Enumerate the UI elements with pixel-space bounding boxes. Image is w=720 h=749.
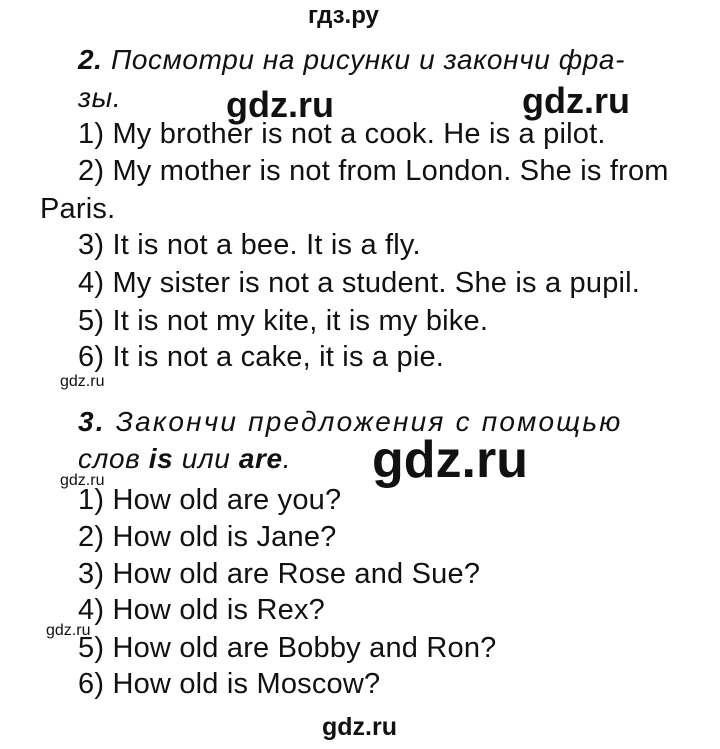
task-3-instruction-line-2 — [78, 443, 291, 475]
task-3-answer-3: 3) How old are Rose and Sue? — [78, 558, 481, 590]
task-3-answer-1: 1) How old are you? — [78, 484, 342, 516]
task-2-answer-1: 1) My brother is not a cook. He is a pilot. — [78, 118, 606, 150]
task-2-heading — [78, 44, 625, 76]
task-3-word-are: are — [238, 443, 283, 474]
watermark-small-3: gdz.ru — [46, 622, 91, 639]
watermark-small-1: gdz.ru — [60, 373, 105, 390]
task-3-answer-6: 6) How old is Moscow? — [78, 668, 381, 700]
task-3-number: 3. — [78, 406, 106, 437]
watermark-mid-left: gdz.ru — [226, 84, 334, 125]
watermark-small-2: gdz.ru — [60, 472, 105, 489]
task-2-instruction-line-2: зы. — [78, 82, 122, 113]
task-3-instruction-prefix: слов — [78, 443, 141, 474]
task-2-answer-2: 2) My mother is not from London. She is from — [78, 155, 669, 187]
task-3-instruction-suffix: . — [282, 443, 292, 474]
task-3-answer-5: 5) How old are Bobby and Ron? — [78, 632, 497, 664]
task-3-heading — [78, 406, 623, 438]
task-3-answer-2: 2) How old is Jane? — [78, 521, 337, 553]
task-3-answer-4: 4) How old is Rex? — [78, 594, 325, 626]
task-2-answer-3: 3) It is not a bee. It is a fly. — [78, 229, 421, 261]
task-2-answer-2-continued: Paris. — [40, 193, 116, 225]
task-2-answer-5: 5) It is not my kite, it is my bike. — [78, 305, 489, 337]
task-2-answer-4: 4) My sister is not a student. She is a pupil. — [78, 267, 641, 299]
task-3-word-or: или — [181, 443, 231, 474]
task-3-instruction-line-1: Закончи предложения с помощью — [115, 406, 623, 437]
watermark-big-center: gdz.ru — [372, 431, 528, 489]
watermark-footer: gdz.ru — [322, 713, 397, 741]
watermark-mid-right: gdz.ru — [522, 80, 630, 121]
task-2-number: 2. — [78, 44, 103, 75]
task-3-word-is: is — [148, 443, 174, 474]
task-2-instruction-line-1: Посмотри на рисунки и закончи фра- — [110, 44, 626, 75]
task-2-answer-6: 6) It is not a cake, it is a pie. — [78, 341, 445, 373]
site-header: гдз.ру — [308, 2, 379, 29]
